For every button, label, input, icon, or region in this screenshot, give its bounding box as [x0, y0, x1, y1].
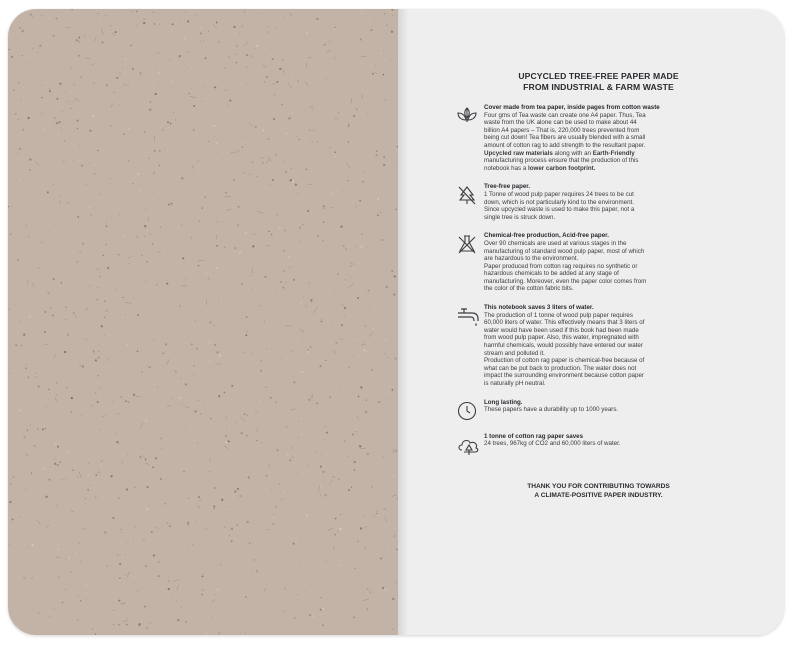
- section-line: from wood pulp paper. Also, this water, impregnated with: [484, 334, 639, 342]
- page-footer: [456, 482, 741, 500]
- page-heading: [456, 71, 741, 93]
- section-line: Production of cotton rag paper is chemical-free because of: [484, 357, 645, 365]
- section-line: billion A4 papers – That is, 220,000 trees prevented from: [484, 126, 640, 134]
- section-title: This notebook saves 3 liters of water.: [484, 304, 594, 312]
- section-line: 24 trees, 967kg of CO2 and 60,000 liters of water.: [484, 440, 621, 448]
- heading-line-2: FROM INDUSTRIAL & FARM WASTE: [523, 82, 674, 92]
- water-tap-icon: [456, 305, 482, 327]
- notebook: [8, 9, 784, 635]
- section-line: 60,000 liters of water. This effectively means that 3 liters of: [484, 319, 645, 327]
- section-line: Upcycled raw materials along with an Earth-Friendly: [484, 149, 635, 157]
- section-chemical-free: [456, 232, 741, 293]
- section-line: are hazardous to the environment.: [484, 255, 579, 263]
- footer-line-1: THANK YOU FOR CONTRIBUTING TOWARDS: [527, 482, 670, 490]
- section-line: stream and polluted it.: [484, 349, 545, 357]
- tree-crossed-icon: [456, 184, 478, 206]
- section-title: Tree-free paper.: [484, 183, 531, 191]
- section-line: hazardous chemicals to be added at any stage of: [484, 270, 619, 278]
- section-title: Long lasting.: [484, 398, 523, 406]
- flask-crossed-icon: [456, 233, 478, 255]
- spine-shadow: [398, 9, 408, 635]
- section-line: water would have been used if this book had been made: [484, 326, 639, 334]
- clock-icon: [456, 400, 478, 422]
- cloud-tree-icon: [456, 434, 482, 456]
- section-line: harmful chemicals, would possibly have entered our water: [484, 342, 643, 350]
- section-line: Paper produced from cotton rag requires no synthetic or: [484, 262, 638, 270]
- section-line: These papers have a durability up to 1000 years.: [484, 406, 619, 414]
- section-tree-free: [456, 183, 741, 221]
- section-line: amount of cotton rag to add strength to the resultant paper.: [484, 141, 646, 149]
- section-line: Over 90 chemicals are used at various stages in the: [484, 239, 627, 247]
- section-line: The production of 1 tonne of wood pulp paper requires: [484, 311, 633, 319]
- section-line: being cut down! Tea fibers are usually blended with a small: [484, 134, 646, 142]
- section-line: impact the surrounding environment because cotton paper: [484, 372, 644, 380]
- section-line: Since upcycled waste is used to make this paper, not a: [484, 206, 635, 214]
- section-title: Cover made from tea paper, inside pages from cotton waste: [484, 104, 660, 111]
- section-tea-paper: [456, 104, 741, 172]
- section-line: down, which is not particularly kind to the environment.: [484, 198, 634, 206]
- section-line: notebook has a lower carbon footprint.: [484, 164, 596, 172]
- page-content: [456, 71, 741, 500]
- section-line: manufacturing of standard wood pulp paper, most of which: [484, 247, 645, 255]
- leaf-icon: [456, 105, 478, 125]
- section-line: the color of the cotton fabric bits.: [484, 285, 574, 293]
- section-line: is naturally pH neutral.: [484, 380, 546, 387]
- section-line: manufacturing. Moreover, even the paper color comes from: [484, 277, 647, 285]
- section-line: waste from the UK alone can be used to make about 44: [484, 119, 637, 127]
- inner-page: [398, 9, 784, 635]
- section-line: single tree is struck down.: [484, 213, 556, 221]
- footer-line-2: A CLIMATE-POSITIVE PAPER INDUSTRY.: [534, 491, 663, 499]
- heading-line-1: UPCYCLED TREE-FREE PAPER MADE: [518, 71, 679, 81]
- section-line: 1 Tonne of wood pulp paper requires 24 trees to be cut: [484, 190, 634, 198]
- section-line: what can be put back to production. The water does not: [484, 364, 637, 372]
- section-line: Four gms of Tea waste can create one A4 paper. Thus, Tea: [484, 111, 646, 119]
- section-long-lasting: [456, 399, 741, 422]
- cover-texture: [8, 9, 398, 635]
- section-savings: [456, 433, 741, 456]
- section-water: [456, 304, 741, 388]
- section-title: Chemical-free production, Acid-free paper.: [484, 232, 609, 240]
- kraft-cover: [8, 9, 398, 635]
- section-line: manufacturing process ensure that the production of this: [484, 157, 639, 165]
- section-title: 1 tonne of cotton rag paper saves: [484, 432, 584, 440]
